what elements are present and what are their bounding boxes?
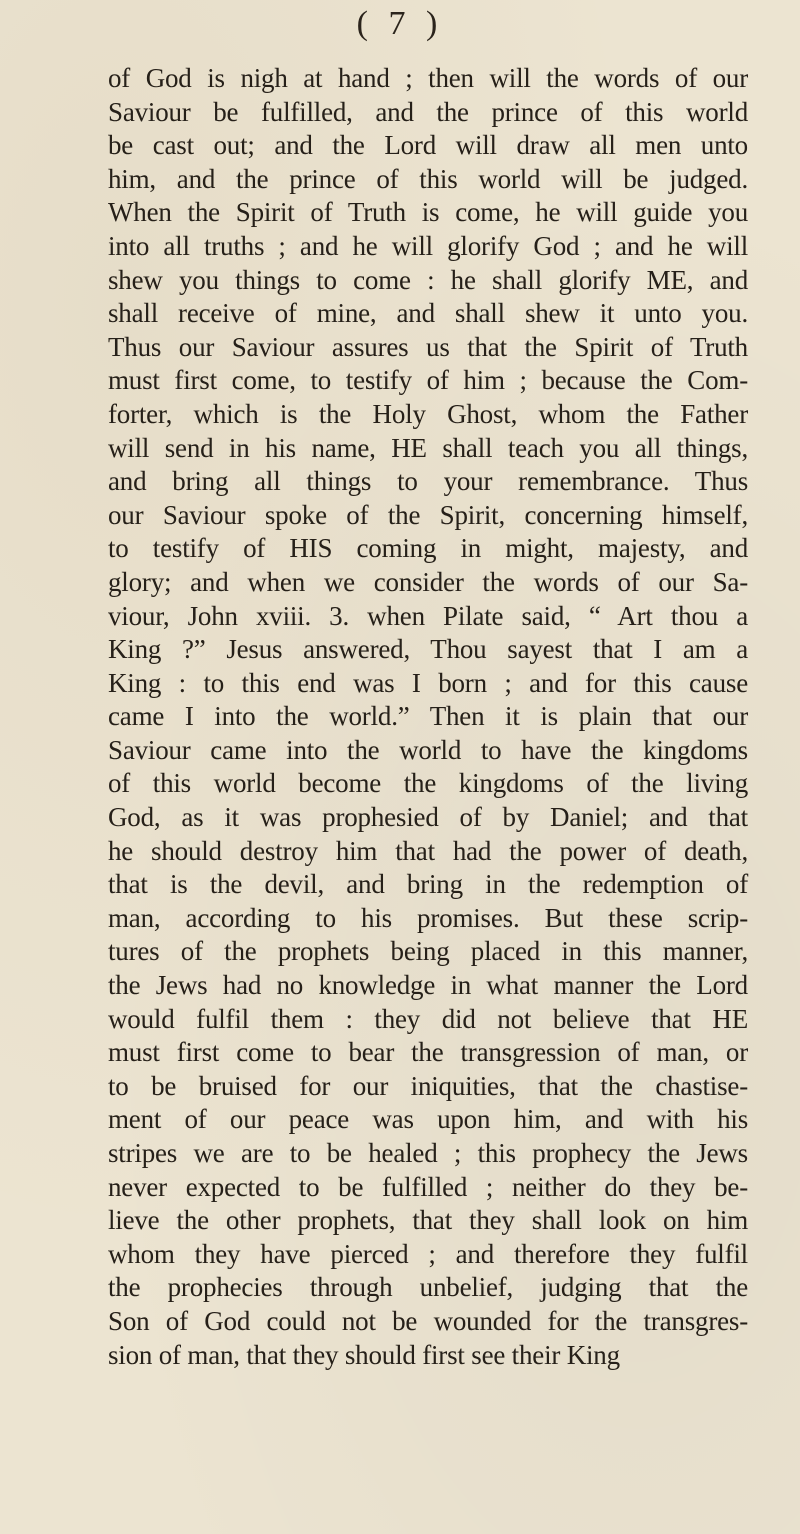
text-line: our Saviour spoke of the Spirit, concerning himself,	[108, 499, 748, 530]
text-line: King ?” Jesus answered, Thou sayest that I am a	[108, 634, 748, 665]
text-line: of this world become the kingdoms of the living	[108, 768, 748, 799]
text-line: When the Spirit of Truth is come, he will guide you	[108, 197, 748, 228]
text-line: shew you things to come : he shall glorify ME, and	[108, 264, 748, 295]
text-line: of God is nigh at hand ; then will the words of our	[108, 63, 748, 93]
body-text	[108, 62, 748, 1372]
text-line: man, according to his promises. But these scrip-	[108, 902, 748, 933]
text-line: Son of God could not be wounded for the transgres-	[108, 1305, 748, 1336]
text-line: him, and the prince of this world will be judged.	[108, 163, 748, 194]
text-line: that is the devil, and bring in the redemption of	[108, 869, 748, 900]
text-line: viour, John xviii. 3. when Pilate said, “ Art thou a	[108, 600, 748, 631]
text-line: would fulfil them : they did not believe that HE	[108, 1003, 748, 1034]
text-line: the Jews had no knowledge in what manner the Lord	[108, 970, 748, 1001]
text-line: God, as it was prophesied of by Daniel; and that	[108, 802, 748, 833]
text-line: and bring all things to your remembrance. Thus	[108, 466, 748, 497]
text-line: must first come, to testify of him ; because the Com-	[108, 365, 748, 396]
text-line: be cast out; and the Lord will draw all men unto	[108, 130, 748, 161]
text-line: never expected to be fulfilled ; neither do they be-	[108, 1171, 748, 1202]
page-number: ( 7 )	[356, 5, 444, 42]
text-line: into all truths ; and he will glorify God ; and he will	[108, 230, 748, 261]
text-line: lieve the other prophets, that they shall look on him	[108, 1205, 748, 1236]
text-line: tures of the prophets being placed in this manner,	[108, 936, 748, 967]
text-line: shall receive of mine, and shall shew it unto you.	[108, 298, 748, 329]
text-line: came I into the world.” Then it is plain that our	[108, 701, 748, 732]
text-line: sion of man, that they should first see their King	[108, 1339, 620, 1370]
text-line: ment of our peace was upon him, and with his	[108, 1104, 748, 1135]
text-line: glory; and when we consider the words of our Sa-	[108, 566, 748, 597]
text-line: he should destroy him that had the power of death,	[108, 835, 748, 866]
text-line: must first come to bear the transgression of man, or	[108, 1037, 748, 1068]
text-line: Thus our Saviour assures us that the Spirit of Truth	[108, 331, 748, 362]
text-line: the prophecies through unbelief, judging that the	[108, 1272, 748, 1303]
text-line: King : to this end was I born ; and for this cause	[108, 667, 748, 698]
text-line: forter, which is the Holy Ghost, whom the Father	[108, 398, 748, 429]
text-line: Saviour came into the world to have the kingdoms	[108, 734, 748, 765]
text-line: Saviour be fulfilled, and the prince of this world	[108, 96, 748, 127]
text-line: will send in his name, HE shall teach you all things,	[108, 432, 748, 463]
text-line: to be bruised for our iniquities, that the chastise-	[108, 1070, 748, 1101]
text-line: stripes we are to be healed ; this prophecy the Jews	[108, 1138, 748, 1168]
text-line: to testify of HIS coming in might, majesty, and	[108, 533, 748, 564]
text-line: whom they have pierced ; and therefore they fulfil	[108, 1238, 748, 1269]
